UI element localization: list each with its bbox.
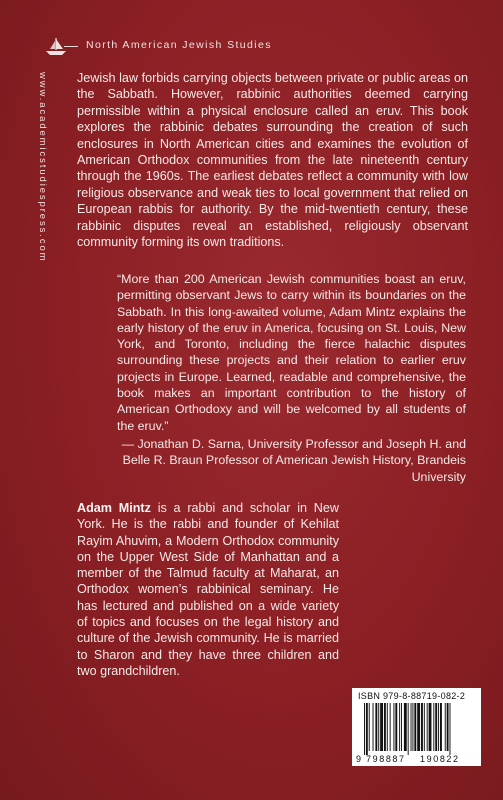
barcode-bar (435, 703, 437, 751)
barcode-bar (395, 703, 397, 751)
barcode-bar (450, 703, 451, 755)
barcode-bar (366, 703, 368, 755)
barcode-bar (408, 703, 409, 755)
barcode-bar (393, 703, 394, 751)
barcode-bar (380, 703, 383, 751)
barcode-bar (445, 703, 446, 751)
book-description: Jewish law forbids carrying objects between private or public areas on the Sabbath. However, rabbinic authorities deemed carrying permissible within a physical enclosure called an eruv. This book explores the rabbinic debates surrounding the creation of such enclosures in North American cities and examines the evolution of American Orthodox communities from the late nineteenth century through the 1960s. The earliest debates reflect a community with low religious observance and weak ties to local government that relied on European rabbis for authority. By the mid-twentieth century, these rabbinic disputes reveal an established, religiously observant community forming its own traditions. (77, 71, 468, 250)
barcode-digits-left: 798887 (366, 754, 406, 764)
barcode-bar (438, 703, 439, 751)
barcode-bar (447, 703, 449, 751)
barcode-bar (369, 703, 370, 751)
barcode-bar (384, 703, 386, 751)
author-bio (77, 500, 339, 679)
author-bio-text: is a rabbi and scholar in New York. He is the rabbi and founder of Kehilat Rayim Ahuvim, a Modern Orthodox community on the Upper West Side of Manhattan and a member of the Talmud faculty at Maharat, an Orthodox women’s rabbinical seminary. He has lectured and published on a wide variety of topics and focuses on the legal history and culture of the Jewish community. He is married to Sharon and they have three children and two grandchildren. (77, 501, 339, 678)
barcode-bar (364, 703, 365, 755)
author-name: Adam Mintz (77, 501, 151, 515)
barcode-bar (417, 703, 420, 751)
publisher-url-text: www.academicstudiespress.com (37, 72, 48, 263)
barcode-bar (414, 703, 416, 751)
series-divider (64, 46, 78, 47)
barcode-bar (390, 703, 391, 751)
barcode-bar (401, 703, 402, 751)
barcode-graphic (352, 688, 481, 766)
endorsement-quote: “More than 200 American Jewish communities boast an eruv, permitting observant Jews to carry within its boundaries on the Sabbath. In this long-awaited volume, Adam Mintz explains the early history of the eruv in America, focusing on St. Louis, New York, and Toronto, including the fierce halachic disputes surrounding these projects and their relation to earlier eruv projects in Europe. Learned, readable and comprehensive, the book makes an important contribution to the history of American Orthodoxy and will be welcomed by all students of the eruv.” (117, 272, 466, 433)
barcode-digit-first: 9 (356, 754, 362, 764)
barcode-bar (424, 703, 425, 751)
barcode-bar (375, 703, 377, 751)
barcode-bar (373, 703, 374, 751)
barcode-bar (412, 703, 413, 751)
barcode-bar (433, 703, 434, 751)
barcode-bar (387, 703, 388, 751)
endorsement-attribution: — Jonathan D. Sarna, University Professor and Joseph H. and Belle R. Braun Professor of American Jewish History, Brandeis University (121, 437, 466, 484)
barcode-bar (427, 703, 428, 751)
barcode-bar (411, 703, 412, 751)
isbn-barcode (352, 688, 481, 766)
series-header (0, 34, 503, 58)
barcode-bar (404, 703, 407, 751)
barcode-digits-right: 190822 (420, 754, 460, 764)
barcode-bar (399, 703, 400, 751)
barcode-bar (429, 703, 432, 751)
series-title: North American Jewish Studies (86, 39, 272, 51)
publisher-url (36, 72, 50, 282)
barcode-bar (378, 703, 379, 751)
barcode-bar (421, 703, 423, 751)
isbn-label: ISBN 979-8-88719-082-2 (358, 691, 466, 701)
barcode-bar (440, 703, 442, 751)
